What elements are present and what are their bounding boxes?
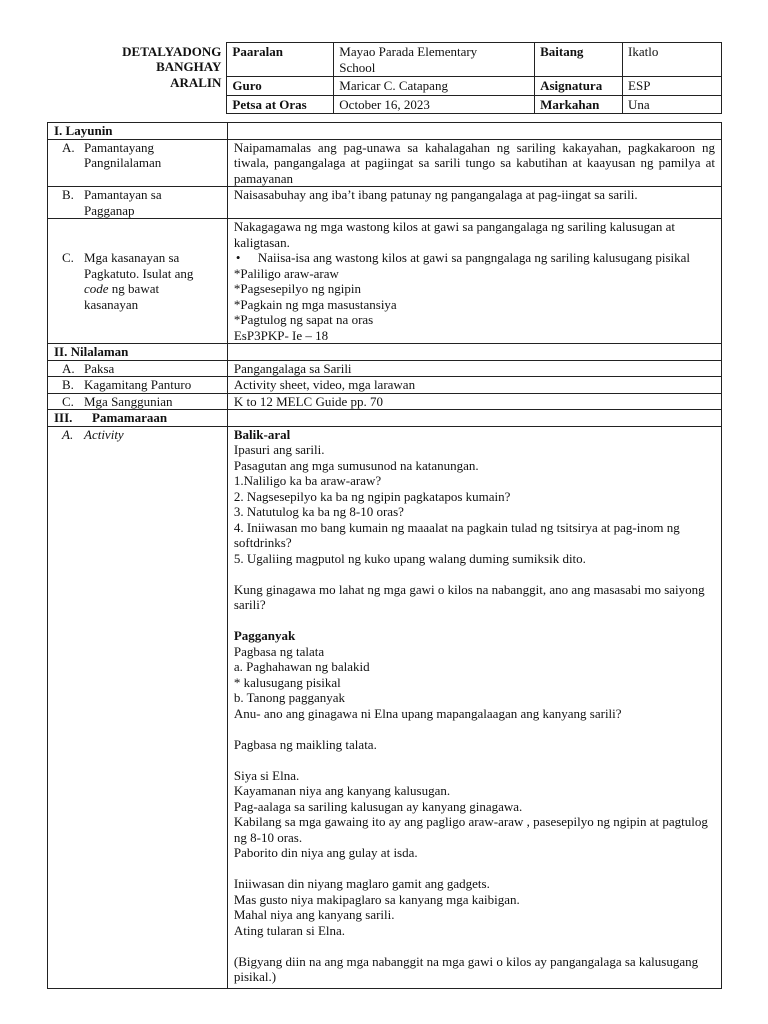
kung-text: Kung ginagawa mo lahat ng mga gawi o kilos na nabanggit, ano ang masasabi mo saiyong sarili? [233, 581, 705, 612]
nilalaman-heading: II. Nilalaman [48, 344, 228, 361]
kasanayan-intro: Nakagagawa ng mga wastong kilos at gawi sa pangangalaga ng sariling kalusugan at kaligtasan. [233, 219, 676, 250]
paksa-label [48, 360, 228, 377]
paaralan-value [334, 43, 535, 77]
nilalaman-heading-row [48, 344, 722, 361]
layunin-heading: I. Layunin [48, 123, 228, 140]
pagganyak-line: Anu- ano ang ginagawa ni Elna upang mapangalaagan ang kanyang sarili? [233, 705, 622, 721]
pamantayang-pangnilalaman-label [48, 139, 228, 187]
paksa-value: Pangangalaga sa Sarili [227, 360, 721, 377]
kasanayan-item: *Pagsesepilyo ng ngipin [233, 281, 361, 296]
kasanayan-item: *Pagtulog ng sapat na oras [233, 312, 374, 327]
asignatura-value: ESP [623, 77, 722, 96]
title-line: DETALYADONG [122, 43, 222, 59]
pagganyak-line: a. Paghahawan ng balakid [233, 659, 370, 674]
section-title: Pamamaraan [92, 410, 168, 425]
kasanayan-label [48, 219, 228, 344]
bullet-item [234, 250, 715, 266]
balik-aral-line: 3. Natutulog ka ba ng 8-10 oras? [233, 504, 404, 519]
label-line: Pagganap [84, 202, 135, 218]
pamantayan-pagganap-label [48, 187, 228, 219]
markahan-label: Markahan [535, 95, 623, 114]
empty-cell [227, 123, 721, 140]
row-letter: C. [62, 393, 74, 409]
story-line: Kabilang sa mga gawaing ito ay ang pagligo araw-araw , pasesepilyo ng ngipin at pagtulog ng 8-10 oras. [233, 814, 708, 845]
kagamitan-row [48, 377, 722, 394]
paaralan-line: Mayao Parada Elementary [339, 44, 478, 59]
story-line: Mahal niya ang kanyang sarili. [233, 907, 395, 922]
lesson-plan-table [47, 122, 722, 989]
kagamitan-label [48, 377, 228, 394]
story-line: Pag-aalaga sa sariling kalusugan ay kanyang ginagawa. [233, 798, 523, 814]
baitang-value: Ikatlo [623, 43, 722, 77]
balik-aral-line: 2. Nagsesepilyo ka ba ng ngipin pagkatapos kumain? [233, 488, 511, 504]
markahan-value: Una [623, 95, 722, 114]
kasanayan-item: *Pagkain ng mga masustansiya [233, 296, 397, 312]
spacer [234, 721, 715, 737]
paaralan-line: School [339, 59, 376, 75]
pagbasa-line: Pagbasa ng maikling talata. [233, 736, 377, 752]
empty-cell [227, 410, 721, 427]
pamantayang-pangnilalaman-row [48, 139, 722, 187]
closing-note: (Bigyang diin na ang mga nabanggit na mga gawi o kilos ay pangangalaga sa kalusugang pisikal.) [233, 953, 699, 984]
row-letter: A. [62, 426, 74, 442]
pagganyak-line: b. Tanong pagganyak [233, 690, 345, 705]
row-label: Activity [84, 426, 124, 442]
story-line: Kayamanan niya ang kanyang kalusugan. [233, 783, 451, 798]
activity-label [48, 426, 228, 988]
label-line: ng bawat [108, 281, 160, 296]
label-line: Mga kasanayan sa [84, 250, 180, 265]
kasanayan-code: EsP3PKP- Ie – 18 [233, 327, 329, 343]
row-label: Kagamitang Panturo [84, 377, 192, 392]
row-label: Paksa [84, 360, 115, 376]
paaralan-label: Paaralan [227, 43, 334, 77]
baitang-label: Baitang [535, 43, 623, 77]
balik-aral-line: 1.Naliligo ka ba araw-araw? [233, 473, 382, 488]
sanggunian-row [48, 393, 722, 410]
pagganyak-line: * kalusugang pisikal [233, 674, 341, 690]
pamamaraan-heading [48, 410, 228, 427]
balik-aral-line: Ipasuri ang sarili. [233, 442, 325, 457]
row-letter: A. [62, 139, 75, 155]
label-line: Pamantayang [84, 139, 155, 155]
pamantayang-pangnilalaman-content: Naipamamalas ang pag-unawa sa kahalagahan ng sariling kakayahan, pagkakaroon ng tiwala, pangangalaga at pagiingat sa sarili tungo sa kabutihan at kaayusan ng pamilya at pamayanan [227, 139, 721, 187]
balik-aral-line: 4. Iniiwasan mo bang kumain ng maaalat na pagkain tulad ng tsitsirya at pag-inom ng softdrinks? [233, 519, 680, 550]
spacer [234, 861, 715, 877]
kagamitan-value: Activity sheet, video, mga larawan [227, 377, 721, 394]
row-letter: B. [62, 377, 74, 392]
spacer [234, 566, 715, 582]
pamantayan-pagganap-row [48, 187, 722, 219]
bullet-text: Naiisa-isa ang wastong kilos at gawi sa pangngalaga ng sariling kalusugang pisikal [257, 250, 691, 265]
story-line: Iniiwasan din niyang maglaro gamit ang gadgets. [233, 876, 490, 891]
empty-cell [227, 344, 721, 361]
header-table [47, 42, 722, 114]
row-label: Mga Sanggunian [84, 393, 173, 409]
pagganyak-line: Pagbasa ng talata [233, 643, 325, 659]
balik-aral-line: 5. Ugaliing magputol ng kuko upang walang duming sumiksik dito. [233, 550, 586, 566]
title-line: ARALIN [170, 74, 222, 90]
activity-row [48, 426, 722, 988]
title-line: BANGHAY [156, 59, 222, 74]
petsa-label: Petsa at Oras [227, 95, 334, 114]
paksa-row [48, 360, 722, 377]
pamantayan-pagganap-content: Naisasabuhay ang iba’t ibang patunay ng pangangalaga at pag-iingat sa sarili. [227, 187, 721, 219]
story-line: Ating tularan si Elna. [233, 922, 346, 938]
label-line: kasanayan [84, 296, 139, 312]
spacer [234, 752, 715, 768]
pagganyak-heading: Pagganyak [233, 628, 296, 643]
story-line: Mas gusto niya makipaglaro sa kanyang mga kaibigan. [233, 891, 520, 907]
story-line: Siya si Elna. [233, 767, 300, 783]
label-line: Pangnilalaman [84, 155, 162, 170]
story-line: Paborito din niya ang gulay at isda. [233, 845, 418, 860]
section-number: III. [54, 410, 73, 425]
row-letter: C. [62, 250, 74, 265]
guro-value: Maricar C. Catapang [334, 77, 535, 96]
petsa-value: October 16, 2023 [334, 95, 535, 114]
activity-content [227, 426, 721, 988]
kasanayan-content [227, 219, 721, 344]
label-code: code [84, 281, 109, 296]
sanggunian-value: K to 12 MELC Guide pp. 70 [227, 393, 721, 410]
spacer [234, 938, 715, 954]
spacer [234, 613, 715, 629]
asignatura-label: Asignatura [535, 77, 623, 96]
bullet-dot-icon: • [235, 250, 241, 265]
sanggunian-label [48, 393, 228, 410]
row-letter: B. [62, 187, 74, 202]
guro-label: Guro [227, 77, 334, 96]
balik-aral-heading: Balik-aral [233, 426, 291, 442]
kasanayan-item: *Paliligo araw-araw [233, 265, 339, 281]
document-title [47, 43, 227, 114]
kasanayan-row [48, 219, 722, 344]
row-letter: A. [62, 360, 75, 376]
label-line: Pamantayan sa [84, 187, 162, 202]
pamamaraan-heading-row [48, 410, 722, 427]
label-line: Pagkatuto. Isulat ang [84, 265, 194, 281]
balik-aral-line: Pasagutan ang mga sumusunod na katanungan. [233, 457, 479, 473]
layunin-heading-row [48, 123, 722, 140]
